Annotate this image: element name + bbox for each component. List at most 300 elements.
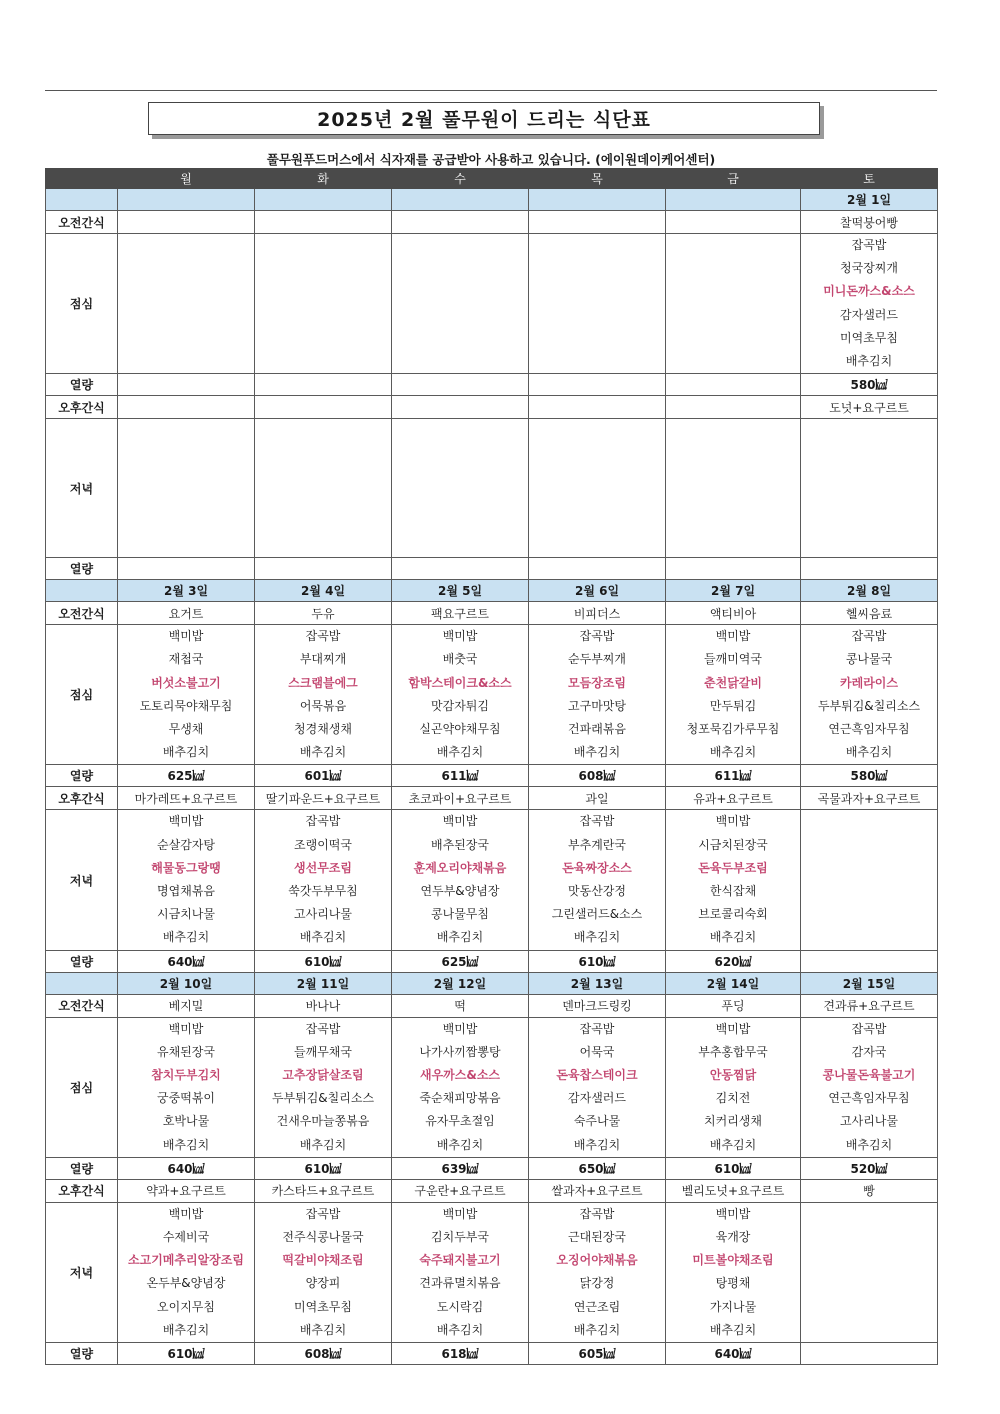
menu-item: 연두부&양념장 [420, 884, 500, 899]
pm-snack-cell: 곡물과자+요구르트 [801, 787, 938, 810]
menu-item: 배추김치 [709, 1322, 757, 1337]
main-dish: 오징어야채볶음 [556, 1253, 638, 1268]
menu-item: 시금치나물 [157, 907, 215, 922]
kcal-cell: 601㎉ [255, 765, 392, 787]
lunch-cell [118, 1017, 255, 1157]
menu-item: 부추계란국 [568, 837, 626, 852]
header-corner [46, 169, 118, 189]
row-label: 열량 [46, 1343, 118, 1365]
dinner-row [46, 419, 938, 558]
menu-item: 백미밥 [715, 629, 751, 644]
menu-item: 시금치된장국 [698, 837, 768, 852]
kcal-cell: 608㎉ [255, 1343, 392, 1365]
menu-item: 미역초무침 [840, 330, 898, 345]
kcal-cell: 611㎉ [392, 765, 529, 787]
kcal-cell: 639㎉ [392, 1157, 529, 1179]
menu-item: 두부튀김&칠리소스 [817, 698, 921, 713]
menu-item: 두부튀김&칠리소스 [271, 1091, 375, 1106]
menu-item: 궁중떡볶이 [157, 1091, 215, 1106]
am-snack-cell: 팩요구르트 [392, 602, 529, 625]
menu-item: 부대찌개 [299, 652, 347, 667]
menu-item: 배추김치 [709, 1137, 757, 1152]
main-dish: 떡갈비야채조림 [282, 1253, 364, 1268]
menu-item: 잡곡밥 [579, 1206, 615, 1221]
dinner-cell [529, 1202, 666, 1342]
pm-snack-row [46, 1179, 938, 1202]
main-dish: 소고기메추리알장조림 [128, 1253, 244, 1268]
main-dish: 미트볼야채조림 [692, 1253, 774, 1268]
am-snack-cell: 찰떡붕어빵 [801, 211, 938, 234]
menu-item: 잡곡밥 [851, 1021, 887, 1036]
menu-item: 잡곡밥 [579, 1021, 615, 1036]
menu-item: 배추김치 [573, 1137, 621, 1152]
menu-item: 견과류멸치볶음 [419, 1276, 501, 1291]
date-cell [529, 189, 666, 211]
menu-item: 배추김치 [436, 1137, 484, 1152]
lunch-row [46, 1017, 938, 1157]
menu-item: 배추김치 [436, 1322, 484, 1337]
row-label: 저녁 [46, 1202, 118, 1342]
menu-item: 조랭이떡국 [294, 837, 352, 852]
lunch-cell [666, 625, 801, 765]
menu-item: 백미밥 [442, 814, 478, 829]
kcal-cell [666, 558, 801, 580]
main-dish: 카레라이스 [840, 675, 898, 690]
menu-item: 배추김치 [299, 745, 347, 760]
am-snack-cell [666, 211, 801, 234]
row-label: 열량 [46, 1157, 118, 1179]
kcal-cell [801, 558, 938, 580]
kcal-cell: 580㎉ [801, 374, 938, 396]
kcal-cell: 640㎉ [118, 1157, 255, 1179]
date-cell: 2월 7일 [666, 580, 801, 602]
menu-item: 재첩국 [168, 652, 204, 667]
lunch-cell [118, 234, 255, 374]
kcal-cell: 611㎉ [666, 765, 801, 787]
row-label: 열량 [46, 765, 118, 787]
top-rule [45, 90, 937, 91]
menu-item: 나가사끼짬뽕탕 [419, 1044, 501, 1059]
am-snack-cell [529, 211, 666, 234]
pm-snack-cell: 유과+요구르트 [666, 787, 801, 810]
row-label [46, 972, 118, 994]
main-dish: 해물동그랑땡 [151, 860, 221, 875]
main-dish: 새우까스&소스 [419, 1068, 501, 1083]
lunch-kcal-row [46, 1157, 938, 1179]
main-dish: 버섯소불고기 [151, 675, 221, 690]
lunch-cell [255, 234, 392, 374]
am-snack-cell: 헬씨음료 [801, 602, 938, 625]
meal-plan-table [45, 168, 938, 1365]
menu-item: 유채된장국 [157, 1044, 215, 1059]
menu-item: 백미밥 [168, 1021, 204, 1036]
am-snack-cell: 떡 [392, 994, 529, 1017]
date-cell: 2월 3일 [118, 580, 255, 602]
date-cell: 2월 14일 [666, 972, 801, 994]
menu-item: 부추홍합무국 [698, 1044, 768, 1059]
lunch-cell [392, 234, 529, 374]
menu-item: 실곤약야채무침 [419, 722, 501, 737]
menu-item: 잡곡밥 [579, 629, 615, 644]
am-snack-cell: 두유 [255, 602, 392, 625]
lunch-cell [392, 1017, 529, 1157]
menu-item: 유자무초절임 [425, 1114, 495, 1129]
dinner-row [46, 810, 938, 950]
menu-item: 백미밥 [168, 1206, 204, 1221]
kcal-cell: 610㎉ [255, 950, 392, 972]
kcal-cell: 608㎉ [529, 765, 666, 787]
menu-item: 맛감자튀김 [431, 698, 489, 713]
date-cell [255, 189, 392, 211]
menu-item: 고구마맛탕 [568, 698, 626, 713]
lunch-cell [529, 234, 666, 374]
row-label: 오후간식 [46, 396, 118, 419]
menu-item: 건파래볶음 [568, 722, 626, 737]
menu-item: 치커리생채 [704, 1114, 762, 1129]
menu-item: 연근흑임자무침 [828, 1091, 910, 1106]
date-cell [666, 189, 801, 211]
row-label: 열량 [46, 950, 118, 972]
dinner-cell [801, 419, 938, 558]
am-snack-cell: 푸딩 [666, 994, 801, 1017]
kcal-cell [392, 374, 529, 396]
weekday-thu: 목 [529, 169, 666, 189]
menu-item: 잡곡밥 [851, 629, 887, 644]
weekday-wed: 수 [392, 169, 529, 189]
main-dish: 돈육찹스테이크 [556, 1068, 638, 1083]
lunch-cell [255, 1017, 392, 1157]
date-cell: 2월 4일 [255, 580, 392, 602]
menu-item: 배추김치 [162, 930, 210, 945]
am-snack-cell: 비피더스 [529, 602, 666, 625]
menu-item: 명엽채볶음 [157, 884, 215, 899]
kcal-cell [666, 374, 801, 396]
kcal-cell: 640㎉ [118, 950, 255, 972]
menu-item: 김치전 [715, 1091, 751, 1106]
menu-item: 콩나물국 [845, 652, 893, 667]
menu-item: 배추김치 [845, 745, 893, 760]
kcal-cell [255, 374, 392, 396]
dinner-cell [392, 1202, 529, 1342]
lunch-cell [255, 625, 392, 765]
page-subtitle: 풀무원푸드머스에서 식자재를 공급받아 사용하고 있습니다. (에이원데이케어센터) [266, 152, 716, 167]
pm-snack-cell: 도넛+요구르트 [801, 396, 938, 419]
kcal-cell: 610㎉ [529, 950, 666, 972]
pm-snack-cell: 쌀과자+요구르트 [529, 1179, 666, 1202]
dinner-cell [118, 810, 255, 950]
menu-item: 육개장 [715, 1230, 751, 1245]
main-dish: 스크램블에그 [288, 675, 358, 690]
lunch-cell [118, 625, 255, 765]
menu-item: 연근흑임자무침 [828, 722, 910, 737]
pm-snack-cell [255, 396, 392, 419]
am-snack-row [46, 994, 938, 1017]
weekday-fri: 금 [666, 169, 801, 189]
menu-item: 숙주나물 [573, 1114, 621, 1129]
menu-item: 전주식콩나물국 [282, 1230, 364, 1245]
kcal-cell: 620㎉ [666, 950, 801, 972]
pm-snack-cell: 구운란+요구르트 [392, 1179, 529, 1202]
menu-item: 가지나물 [709, 1299, 757, 1314]
menu-item: 배추김치 [162, 1137, 210, 1152]
pm-snack-cell: 딸기파운드+요구르트 [255, 787, 392, 810]
am-snack-cell [118, 211, 255, 234]
menu-item: 배추된장국 [431, 837, 489, 852]
menu-item: 배추김치 [162, 745, 210, 760]
menu-item: 잡곡밥 [305, 814, 341, 829]
pm-snack-cell [529, 396, 666, 419]
weekday-mon: 월 [118, 169, 255, 189]
am-snack-cell: 요거트 [118, 602, 255, 625]
menu-item: 그린샐러드&소스 [551, 907, 643, 922]
row-label: 열량 [46, 374, 118, 396]
menu-item: 어묵국 [579, 1044, 615, 1059]
menu-item: 배추김치 [845, 354, 893, 369]
date-cell: 2월 13일 [529, 972, 666, 994]
menu-item: 잡곡밥 [851, 238, 887, 252]
menu-item: 온두부&양념장 [146, 1276, 226, 1291]
row-label: 열량 [46, 558, 118, 580]
menu-item: 청경채생채 [294, 722, 352, 737]
menu-item: 들깨무채국 [294, 1044, 352, 1059]
menu-item: 감자샐러드 [840, 307, 898, 322]
am-snack-cell: 덴마크드링킹 [529, 994, 666, 1017]
date-cell: 2월 8일 [801, 580, 938, 602]
menu-item: 김치두부국 [431, 1230, 489, 1245]
menu-item: 어묵볶음 [299, 698, 347, 713]
menu-item: 브로콜리숙회 [698, 907, 768, 922]
kcal-cell: 625㎉ [392, 950, 529, 972]
main-dish: 훈제오리야채볶음 [413, 860, 507, 875]
menu-item: 백미밥 [442, 629, 478, 644]
pm-snack-cell [118, 396, 255, 419]
row-label [46, 580, 118, 602]
pm-snack-row [46, 396, 938, 419]
row-label: 저녁 [46, 419, 118, 558]
dinner-row [46, 1202, 938, 1342]
am-snack-cell: 베지밀 [118, 994, 255, 1017]
pm-snack-cell: 약과+요구르트 [118, 1179, 255, 1202]
menu-item: 도토리묵야채무침 [139, 698, 233, 713]
date-cell: 2월 1일 [801, 189, 938, 211]
row-label: 오전간식 [46, 602, 118, 625]
menu-item: 근대된장국 [568, 1230, 626, 1245]
menu-item: 청국장찌개 [840, 261, 898, 276]
date-cell: 2월 15일 [801, 972, 938, 994]
pm-snack-cell [666, 396, 801, 419]
kcal-cell: 520㎉ [801, 1157, 938, 1179]
dinner-cell [529, 810, 666, 950]
pm-snack-cell: 빵 [801, 1179, 938, 1202]
date-cell: 2월 11일 [255, 972, 392, 994]
menu-item: 만두튀김 [709, 698, 757, 713]
kcal-cell: 640㎉ [666, 1343, 801, 1365]
am-snack-cell: 액티비아 [666, 602, 801, 625]
dinner-cell [118, 1202, 255, 1342]
main-dish: 참치두부김치 [151, 1068, 221, 1083]
am-snack-cell [392, 211, 529, 234]
menu-item: 도시락김 [436, 1299, 484, 1314]
dinner-cell [392, 810, 529, 950]
dinner-cell [666, 1202, 801, 1342]
menu-item: 고사리나물 [840, 1114, 898, 1129]
row-label: 오후간식 [46, 1179, 118, 1202]
pm-snack-cell: 마가레뜨+요구르트 [118, 787, 255, 810]
row-label: 오전간식 [46, 211, 118, 234]
menu-item: 닭강정 [579, 1276, 615, 1291]
dinner-cell [118, 419, 255, 558]
main-dish: 고추장닭살조림 [282, 1068, 364, 1083]
kcal-cell [801, 950, 938, 972]
date-cell: 2월 6일 [529, 580, 666, 602]
menu-item: 배추김치 [573, 930, 621, 945]
menu-item: 쑥갓두부무침 [288, 884, 358, 899]
lunch-cell [666, 1017, 801, 1157]
row-label: 점심 [46, 1017, 118, 1157]
dinner-cell [255, 810, 392, 950]
main-dish: 함박스테이크&소스 [408, 675, 512, 690]
menu-item: 백미밥 [715, 814, 751, 829]
menu-item: 감자국 [851, 1044, 887, 1059]
page-title: 2025년 2월 풀무원이 드리는 식단표 [148, 102, 820, 135]
pm-snack-cell: 카스타드+요구르트 [255, 1179, 392, 1202]
pm-snack-row [46, 787, 938, 810]
menu-item: 잡곡밥 [579, 814, 615, 829]
kcal-cell [255, 558, 392, 580]
menu-item: 잡곡밥 [305, 1206, 341, 1221]
kcal-cell: 625㎉ [118, 765, 255, 787]
menu-item: 배추김치 [299, 1322, 347, 1337]
dinner-kcal-row [46, 1343, 938, 1365]
kcal-cell [801, 1343, 938, 1365]
kcal-cell [392, 558, 529, 580]
date-row [46, 972, 938, 994]
row-label: 점심 [46, 234, 118, 374]
kcal-cell [118, 558, 255, 580]
menu-item: 백미밥 [442, 1206, 478, 1221]
row-label [46, 189, 118, 211]
lunch-cell [529, 625, 666, 765]
main-dish: 모듬장조림 [568, 675, 626, 690]
lunch-kcal-row [46, 374, 938, 396]
menu-item: 순살감자탕 [157, 837, 215, 852]
date-cell: 2월 12일 [392, 972, 529, 994]
dinner-cell [392, 419, 529, 558]
kcal-cell: 650㎉ [529, 1157, 666, 1179]
date-row [46, 580, 938, 602]
weekday-sat: 토 [801, 169, 938, 189]
menu-item: 건새우마늘쫑볶음 [276, 1114, 370, 1129]
kcal-cell: 610㎉ [255, 1157, 392, 1179]
date-cell [118, 189, 255, 211]
menu-item: 잡곡밥 [305, 629, 341, 644]
date-cell: 2월 10일 [118, 972, 255, 994]
kcal-cell [529, 558, 666, 580]
am-snack-cell: 견과류+요구르트 [801, 994, 938, 1017]
row-label: 오전간식 [46, 994, 118, 1017]
dinner-cell [255, 419, 392, 558]
row-label: 저녁 [46, 810, 118, 950]
lunch-kcal-row [46, 765, 938, 787]
am-snack-row [46, 211, 938, 234]
menu-item: 오이지무침 [157, 1299, 215, 1314]
menu-item: 죽순채피망볶음 [419, 1091, 501, 1106]
row-label: 오후간식 [46, 787, 118, 810]
menu-item: 순두부찌개 [568, 652, 626, 667]
main-dish: 생선무조림 [294, 860, 352, 875]
menu-item: 배추김치 [436, 745, 484, 760]
lunch-cell [529, 1017, 666, 1157]
main-dish: 콩나물돈육불고기 [822, 1068, 916, 1083]
menu-item: 미역초무침 [294, 1299, 352, 1314]
menu-item: 배추김치 [709, 745, 757, 760]
menu-item: 들깨미역국 [704, 652, 762, 667]
menu-item: 배추김치 [709, 930, 757, 945]
dinner-cell [801, 1202, 938, 1342]
pm-snack-cell: 초코파이+요구르트 [392, 787, 529, 810]
lunch-cell [392, 625, 529, 765]
menu-item: 탕평채 [715, 1276, 751, 1291]
menu-item: 백미밥 [442, 1021, 478, 1036]
dinner-cell [666, 419, 801, 558]
dinner-cell [666, 810, 801, 950]
dinner-kcal-row [46, 950, 938, 972]
menu-item: 배춧국 [442, 652, 478, 667]
kcal-cell [529, 374, 666, 396]
kcal-cell: 580㎉ [801, 765, 938, 787]
kcal-cell: 605㎉ [529, 1343, 666, 1365]
am-snack-cell: 바나나 [255, 994, 392, 1017]
menu-item: 연근조림 [573, 1299, 621, 1314]
menu-item: 호박나물 [162, 1114, 210, 1129]
weekday-header-row [46, 169, 938, 189]
main-dish: 숙주돼지불고기 [419, 1253, 501, 1268]
am-snack-cell [255, 211, 392, 234]
kcal-cell [118, 374, 255, 396]
menu-item: 양장피 [305, 1276, 341, 1291]
menu-item: 무생채 [168, 722, 204, 737]
lunch-cell [666, 234, 801, 374]
menu-item: 배추김치 [299, 1137, 347, 1152]
main-dish: 안동찜닭 [709, 1068, 757, 1083]
pm-snack-cell: 벨리도넛+요구르트 [666, 1179, 801, 1202]
pm-snack-cell: 과일 [529, 787, 666, 810]
date-cell: 2월 5일 [392, 580, 529, 602]
dinner-cell [255, 1202, 392, 1342]
menu-item: 배추김치 [845, 1137, 893, 1152]
menu-item: 배추김치 [573, 1322, 621, 1337]
date-cell [392, 189, 529, 211]
pm-snack-cell [392, 396, 529, 419]
row-label: 점심 [46, 625, 118, 765]
main-dish: 미니돈까스&소스 [823, 284, 915, 299]
main-dish: 춘천닭갈비 [704, 675, 762, 690]
menu-item: 감자샐러드 [568, 1091, 626, 1106]
weekday-tue: 화 [255, 169, 392, 189]
menu-item: 배추김치 [436, 930, 484, 945]
menu-item: 청포묵김가루무침 [686, 722, 780, 737]
lunch-row [46, 625, 938, 765]
am-snack-row [46, 602, 938, 625]
dinner-cell [529, 419, 666, 558]
lunch-cell [801, 625, 938, 765]
dinner-kcal-row [46, 558, 938, 580]
lunch-cell [801, 234, 938, 374]
main-dish: 돈육두부조림 [698, 860, 768, 875]
menu-item: 수제비국 [162, 1230, 210, 1245]
kcal-cell: 610㎉ [118, 1343, 255, 1365]
menu-item: 맛동산강정 [568, 884, 626, 899]
